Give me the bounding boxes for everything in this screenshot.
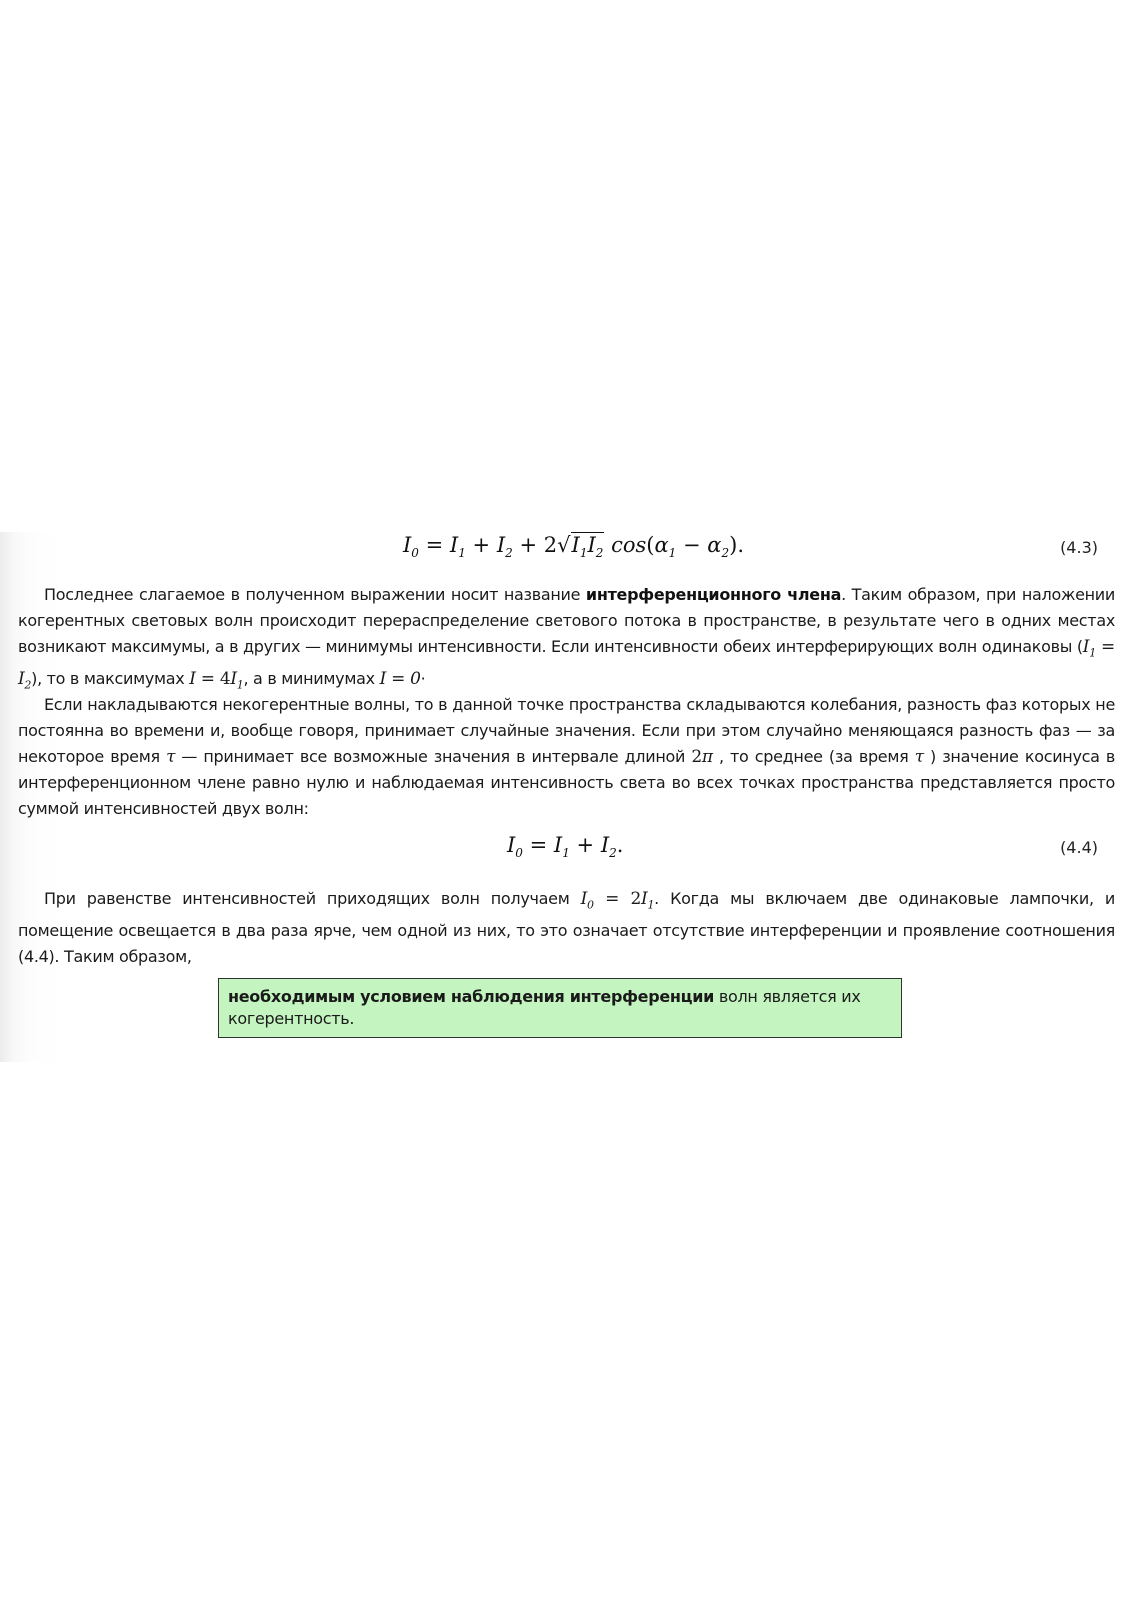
- math-double-intensity: $I_0 = 2I_1$: [580, 889, 655, 912]
- formula-4-3-row: [0, 530, 1131, 566]
- coherence-condition-callout: [218, 978, 902, 1038]
- para2-text-b: — принимает все возможные значения в интервале длиной: [175, 747, 692, 766]
- callout-text: волн является их когерентность.: [228, 987, 861, 1028]
- para3-text-b: . Когда мы включаем две одинаковые лампочки, и помещение освещается в два раза ярче, чем одной из них, то это означает отсутствие интерференции и проявление соотношения (4.4). Таким образом,: [18, 889, 1115, 967]
- equation-number-4-3: (4.3): [1060, 538, 1098, 557]
- sqrt-content: $I_1I_2$: [571, 533, 604, 561]
- formula-4-4: $I_0 = I_1 + I_2$.: [507, 833, 624, 861]
- para2-text-a: Если накладываются некогерентные волны, то в данной точке пространства складываются колебания, разность фаз которых не постоянна во времени и, вообще говоря, принимает случайные значения. Если при этом случайно меняющаяся разность фаз — за некоторое время: [18, 695, 1115, 766]
- term-interference-member: интерференционного члена: [585, 585, 842, 604]
- equation-number-4-4: (4.4): [1060, 838, 1098, 857]
- para1-text-d: , а в минимумах: [243, 669, 380, 689]
- formula-4-4-row: [0, 830, 1131, 866]
- para3-text-a: При равенстве интенсивностей приходящих волн получаем: [44, 889, 581, 908]
- para1-text-c: ), то в максимумах: [31, 669, 190, 689]
- para2-text-c: , то среднее (за время: [712, 747, 915, 766]
- math-two-pi: 2π: [691, 747, 713, 767]
- callout-bold-text: необходимым условием наблюдения интерференции: [228, 987, 715, 1006]
- math-equal-intensities: $I_1 = I_2$: [18, 637, 1115, 692]
- para1-text-e: ·: [420, 669, 426, 689]
- math-tau: τ: [914, 747, 924, 767]
- math-tau: τ: [166, 747, 176, 767]
- paragraph-1: [18, 582, 1115, 699]
- paragraph-2: [18, 692, 1115, 822]
- math-min-intensity: I = 0: [379, 669, 421, 690]
- para1-text-a: Последнее слагаемое в полученном выражении носит название: [44, 585, 586, 604]
- math-max-intensity: $I = 4I_1$: [189, 669, 244, 692]
- paragraph-3: [18, 886, 1115, 970]
- para1-text-b: . Таким образом, при наложении когерентных световых волн происходит перераспределение светового потока в пространстве, в результате чего в одних местах возникают максимумы, а в других — минимумы интенсивности. Если интенсивности обеих интерферирующих волн одинаковы (: [18, 585, 1115, 656]
- sqrt-sign: √: [557, 533, 571, 557]
- formula-4-3: $I_0 = I_1 + I_2 + 2√I_1I_2$ $\cos(\alpha_1 - \alpha_2)$.: [403, 533, 744, 561]
- para2-text-d: ) значение косинуса в интерференционном члене равно нулю и наблюдаемая интенсивность света во всех точках пространства представляется просто суммой интенсивностей двух волн:: [18, 747, 1115, 818]
